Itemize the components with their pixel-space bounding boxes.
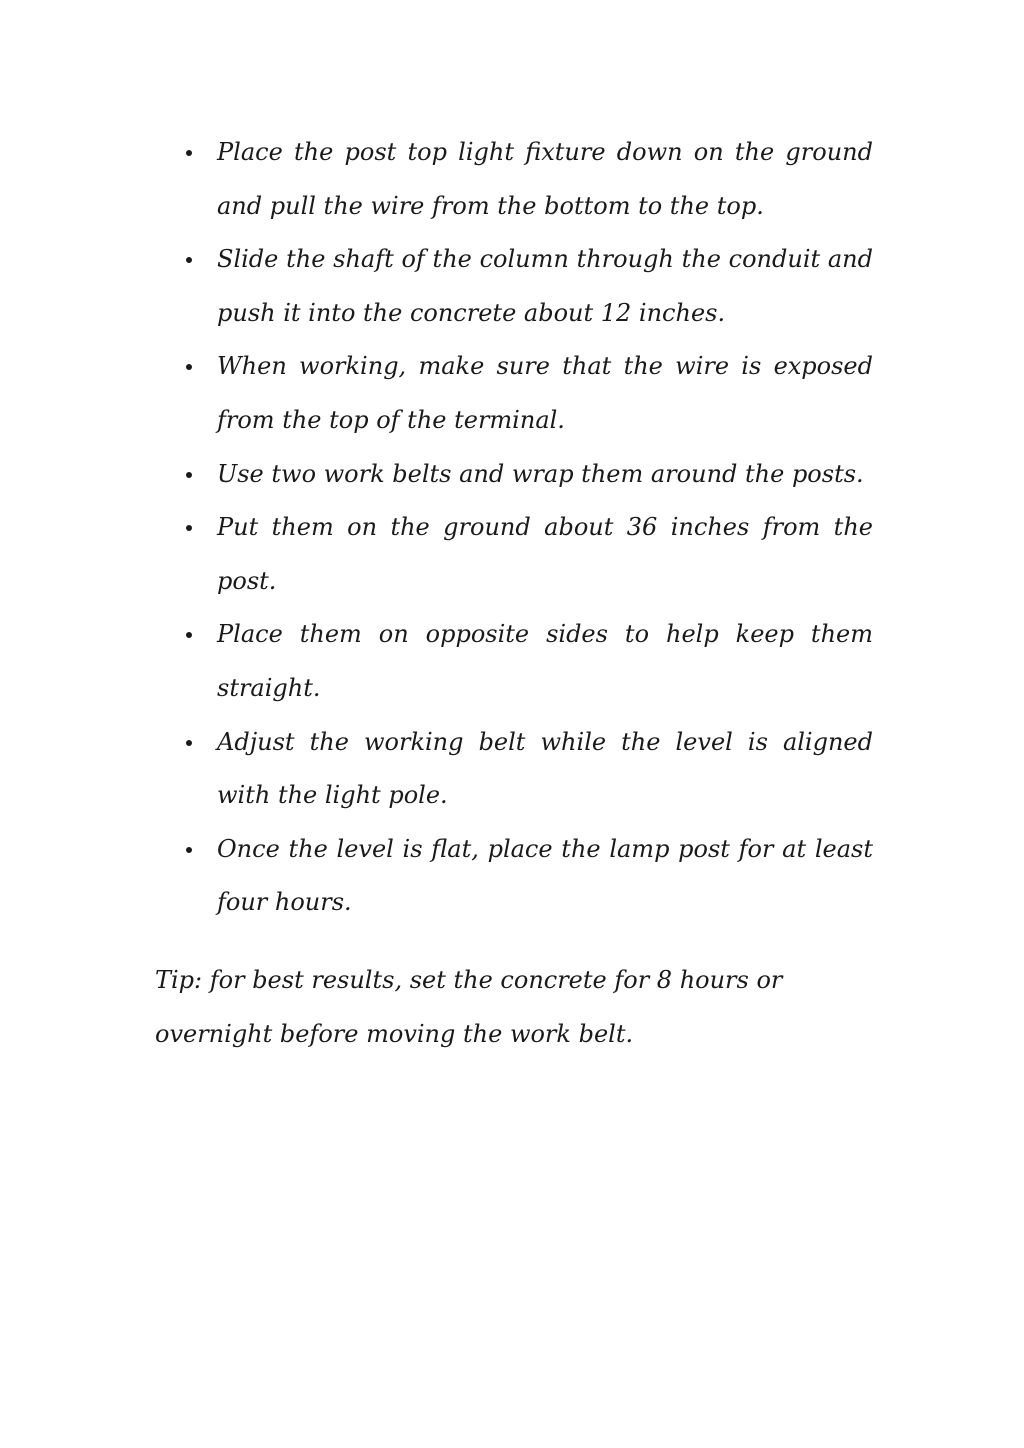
bullet-icon bbox=[186, 364, 192, 370]
list-item bbox=[155, 340, 873, 447]
bullet-icon bbox=[186, 257, 192, 263]
list-item bbox=[155, 823, 873, 930]
step-text: Place the post top light fixture down on the ground and pull the wire from the bottom to the top. bbox=[217, 138, 873, 220]
list-item bbox=[155, 716, 873, 823]
step-text: Put them on the ground about 36 inches from the post. bbox=[217, 513, 873, 595]
step-text: Adjust the working belt while the level is aligned with the light pole. bbox=[217, 727, 873, 810]
bullet-icon bbox=[186, 472, 192, 478]
bullet-icon bbox=[186, 847, 192, 853]
steps-list bbox=[155, 126, 873, 930]
step-text: Use two work belts and wrap them around the posts. bbox=[217, 459, 864, 488]
bullet-icon bbox=[186, 740, 192, 746]
step-text: Once the level is flat, place the lamp post for at least four hours. bbox=[217, 834, 873, 917]
step-text: Place them on opposite sides to help keep them straight. bbox=[217, 620, 873, 702]
list-item bbox=[155, 126, 873, 233]
list-item bbox=[155, 608, 873, 715]
document-body bbox=[155, 126, 873, 1061]
tip-paragraph: Tip: for best results, set the concrete for 8 hours or overnight before moving the work belt. bbox=[155, 965, 783, 1048]
step-text: Slide the shaft of the column through the conduit and push it into the concrete about 12 inches. bbox=[217, 245, 873, 327]
bullet-icon bbox=[186, 525, 192, 531]
step-text: When working, make sure that the wire is exposed from the top of the terminal. bbox=[217, 352, 873, 434]
list-item bbox=[155, 501, 873, 608]
bullet-icon bbox=[186, 632, 192, 638]
list-item bbox=[155, 448, 873, 502]
list-item bbox=[155, 233, 873, 340]
bullet-icon bbox=[186, 150, 192, 156]
